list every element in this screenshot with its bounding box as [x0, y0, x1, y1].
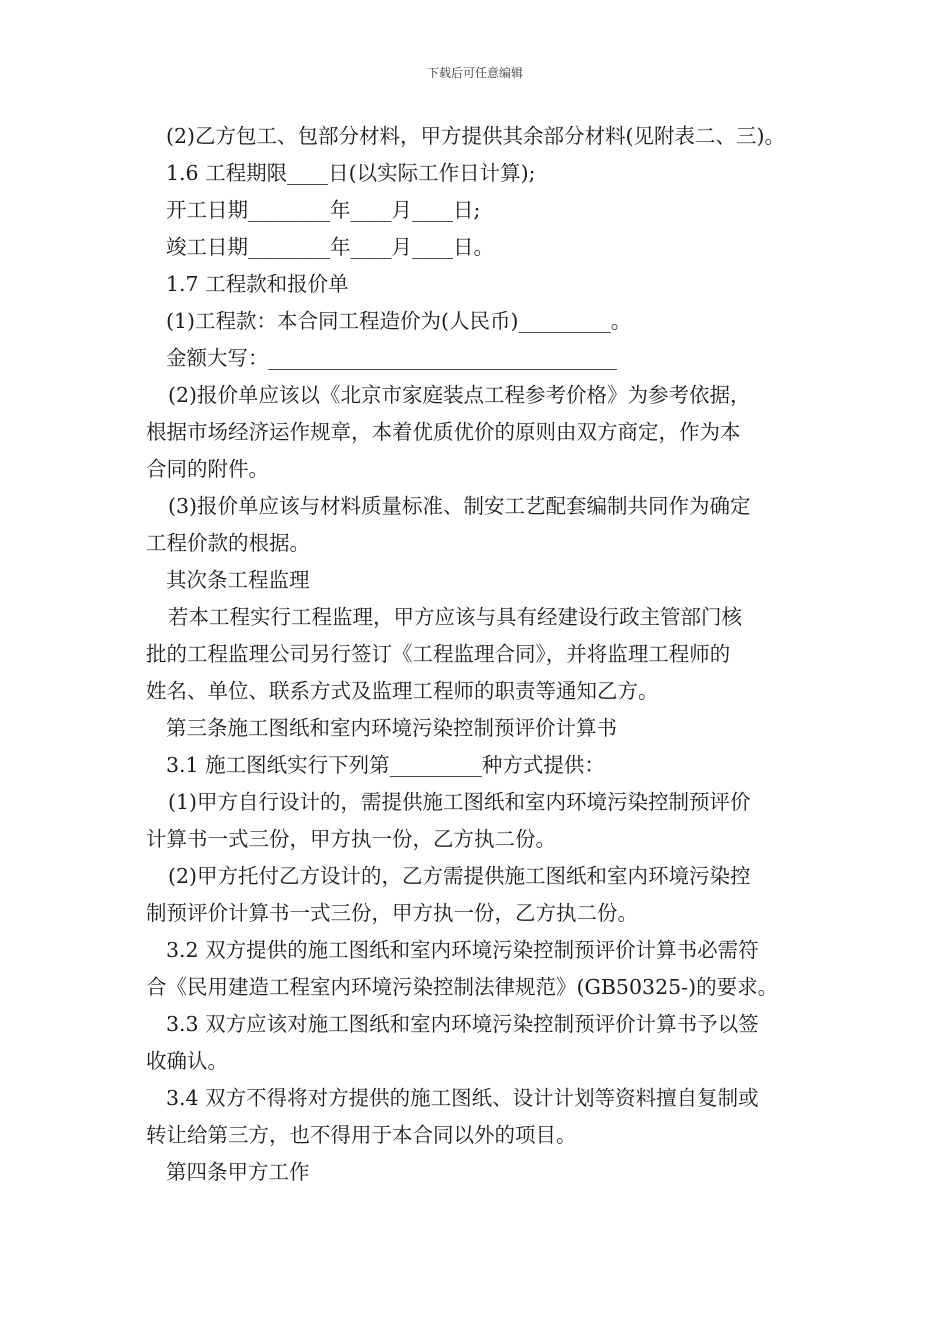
paragraph-line: 制预评价计算书一式三份，甲方执一份，乙方执二份。 [146, 901, 638, 925]
section-heading: 1.7 工程款和报价单 [166, 272, 349, 296]
paragraph-line: 合《民用建造工程室内环境污染控制法律规范》(GB50325-)的要求。 [146, 975, 779, 999]
paragraph-line: 批的工程监理公司另行签订《工程监理合同》，并将监理工程师的 [146, 642, 731, 666]
paragraph-line: 3.3 双方应该对施工图纸和室内环境污染控制预评价计算书予以签 [166, 1012, 759, 1036]
paragraph-line: 根据市场经济运作规章，本着优质优价的原则由双方商定，作为本 [146, 420, 741, 444]
paragraph-line: 收确认。 [146, 1049, 228, 1073]
paragraph-line: (2)甲方托付乙方设计的，乙方需提供施工图纸和室内环境污染控 [168, 864, 751, 888]
paragraph-line: (2)乙方包工、包部分材料，甲方提供其余部分材料(见附表二、三)。 [166, 124, 786, 148]
paragraph-line: 竣工日期________年____月____日。 [166, 235, 494, 259]
paragraph-line: 1.6 工程期限____日(以实际工作日计算); [166, 161, 536, 185]
paragraph-line: 转让给第三方，也不得用于本合同以外的项目。 [146, 1123, 577, 1147]
paragraph-line: 姓名、单位、联系方式及监理工程师的职责等通知乙方。 [146, 679, 659, 703]
paragraph-line: 金额大写：__________________________________ [166, 346, 617, 370]
paragraph-line: (1)甲方自行设计的，需提供施工图纸和室内环境污染控制预评价 [168, 790, 751, 814]
paragraph-line: 合同的附件。 [146, 457, 269, 481]
section-heading: 第三条施工图纸和室内环境污染控制预评价计算书 [166, 716, 617, 740]
paragraph-line: (2)报价单应该以《北京市家庭装点工程参考价格》为参考依据， [168, 383, 751, 407]
paragraph-line: 开工日期________年____月____日; [166, 198, 481, 222]
paragraph-line: 3.2 双方提供的施工图纸和室内环境污染控制预评价计算书必需符 [166, 938, 759, 962]
paragraph-line: 3.4 双方不得将对方提供的施工图纸、设计计划等资料擅自复制或 [166, 1086, 759, 1110]
paragraph-line: 若本工程实行工程监理，甲方应该与具有经建设行政主管部门核 [168, 605, 742, 629]
paragraph-line: 3.1 施工图纸实行下列第_________种方式提供： [166, 753, 605, 777]
paragraph-line: (3)报价单应该与材料质量标准、制安工艺配套编制共同作为确定 [168, 494, 751, 518]
section-heading: 第四条甲方工作 [166, 1160, 310, 1184]
page-header: 下载后可任意编辑 [426, 66, 523, 80]
paragraph-line: (1)工程款：本合同工程造价为(人民币)_________。 [166, 309, 632, 333]
paragraph-line: 计算书一式三份，甲方执一份，乙方执二份。 [146, 827, 556, 851]
paragraph-line: 工程价款的根据。 [146, 531, 310, 555]
section-heading: 其次条工程监理 [166, 568, 310, 592]
document-body [146, 118, 816, 1191]
